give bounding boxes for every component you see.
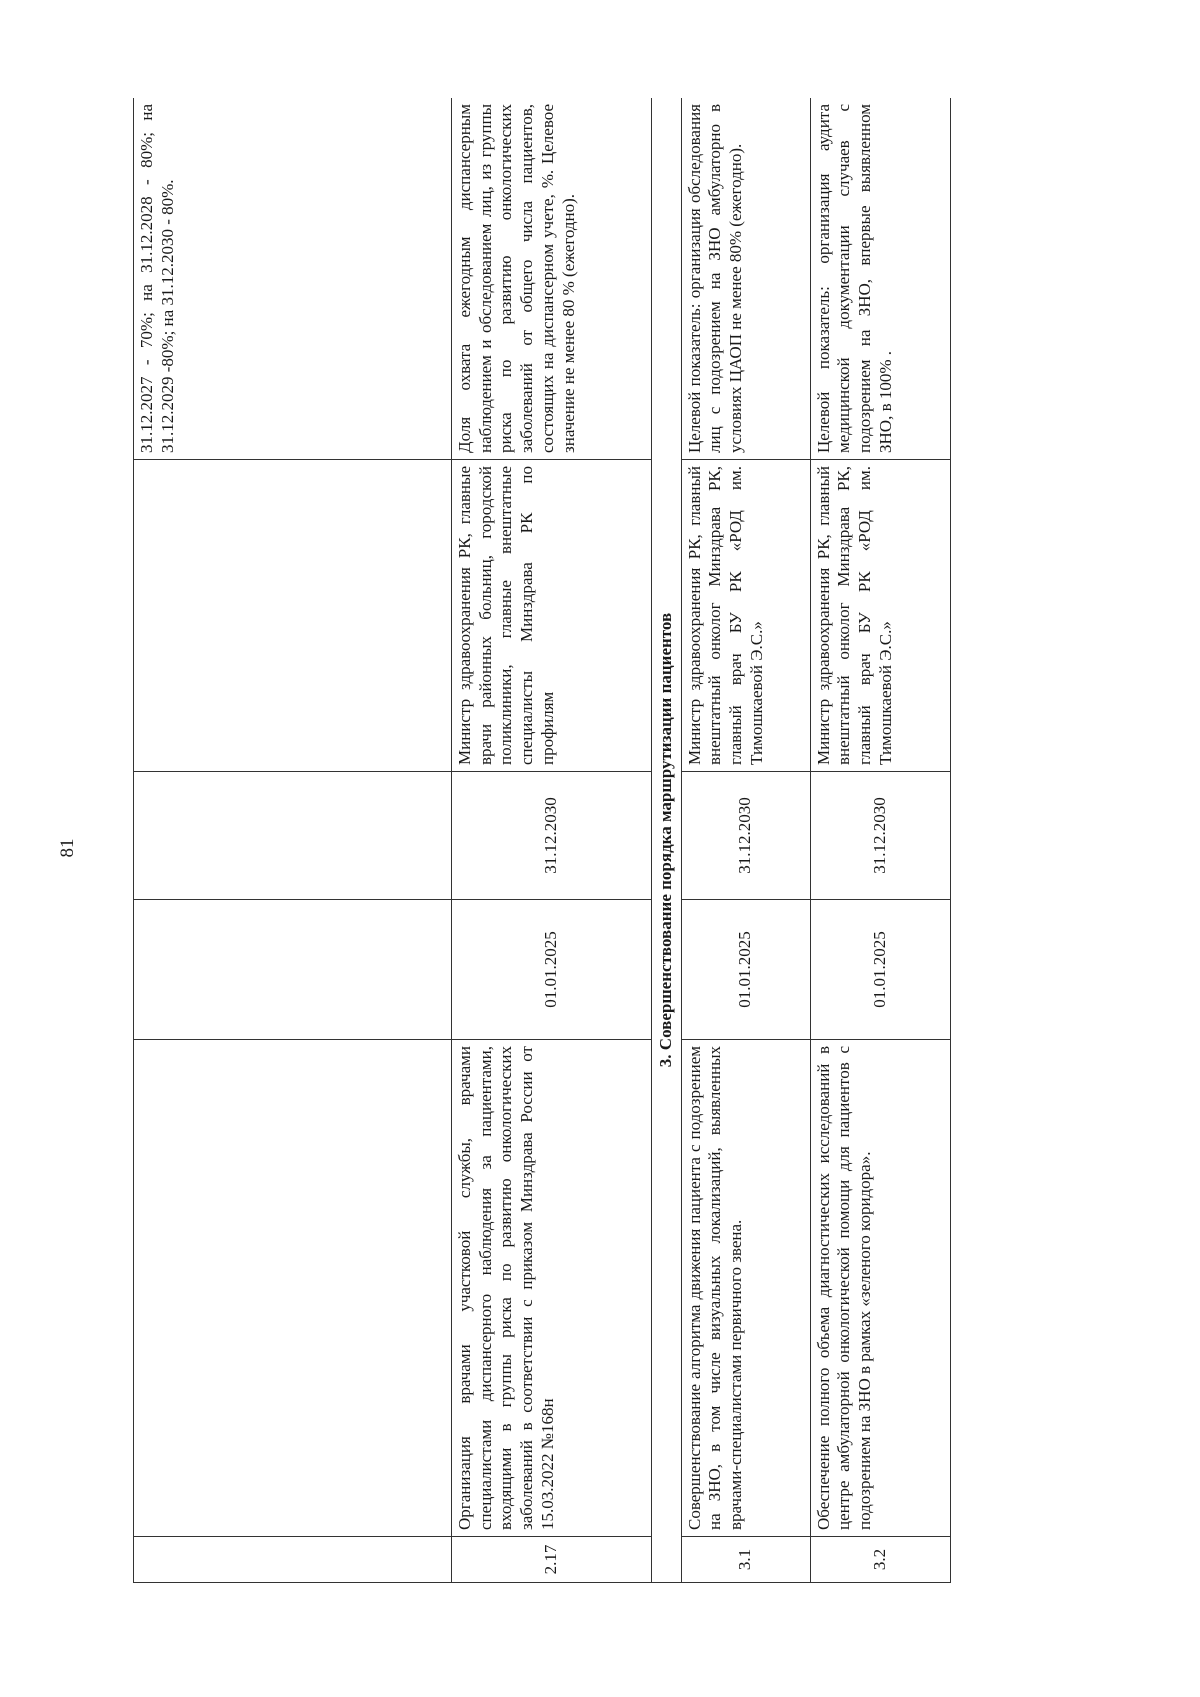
responsible-cell: Министр здравоохранения РК, главный внештатный онколог Минздрава РК, главный врач БУ РК «РОД им. Тимошкаевой Э.С.» bbox=[681, 460, 810, 772]
section-title: 3. Совершенствование порядка маршрутизации пациентов bbox=[652, 98, 682, 1583]
responsible-cell: Министр здравоохранения РК, главный внештатный онколог Минздрава РК, главный врач БУ РК «РОД им. Тимошкаевой Э.С.» bbox=[810, 460, 950, 772]
page-number: 81 bbox=[57, 838, 78, 858]
row-number: 3.1 bbox=[681, 1537, 810, 1583]
table-row bbox=[134, 98, 452, 1583]
row-number: 3.2 bbox=[810, 1537, 950, 1583]
responsible-cell: Министр здравоохранения РК, главные врачи районных больниц, городской поликлиники, главные внештатные специалисты Минздрава РК по профилям bbox=[452, 460, 652, 772]
end-date-cell: 31.12.2030 bbox=[810, 772, 950, 900]
end-date-cell: 31.12.2030 bbox=[681, 772, 810, 900]
table-row bbox=[810, 98, 950, 1583]
result-cell: Целевой показатель: организация обследования лиц с подозрением на ЗНО амбулаторно в условиях ЦАОП не менее 80% (ежегодно). bbox=[681, 98, 810, 460]
end-date-cell bbox=[134, 772, 452, 900]
rotated-table-frame bbox=[133, 98, 1051, 1583]
table-row bbox=[681, 98, 810, 1583]
row-number bbox=[134, 1537, 452, 1583]
activity-cell: Совершенствование алгоритма движения пациента с подозрением на ЗНО, в том числе визуальных локализаций, выявленных врачами-специалистами первичного звена. bbox=[681, 1040, 810, 1537]
activity-cell: Обеспечение полного объема диагностических исследований в центре амбулаторной онкологической помощи для пациентов с подозрением на ЗНО в рамках «зеленого коридора». bbox=[810, 1040, 950, 1537]
table-row bbox=[452, 98, 652, 1583]
responsible-cell bbox=[134, 460, 452, 772]
activity-cell bbox=[134, 1040, 452, 1537]
row-number: 2.17 bbox=[452, 1537, 652, 1583]
start-date-cell: 01.01.2025 bbox=[810, 900, 950, 1040]
start-date-cell: 01.01.2025 bbox=[452, 900, 652, 1040]
end-date-cell: 31.12.2030 bbox=[452, 772, 652, 900]
result-cell: Доля охвата ежегодным диспансерным наблюдением и обследованием лиц, из группы риска по развитию онкологических заболеваний от общего числа пациентов, состоящих на диспансерном учете, %. Целевое значение не менее 80 % (ежегодно). bbox=[452, 98, 652, 460]
start-date-cell bbox=[134, 900, 452, 1040]
activity-cell: Организация врачами участковой службы, врачами специалистами диспансерного наблюдения за пациентами, входящими в группы риска по развитию онкологических заболеваний в соответствии с приказом Минздрава России от 15.03.2022 №168н bbox=[452, 1040, 652, 1537]
result-cell: 31.12.2027 - 70%; на 31.12.2028 - 80%; на 31.12.2029 -80%; на 31.12.2030 - 80%. bbox=[134, 98, 452, 460]
result-cell: Целевой показатель: организация аудита медицинской документации случаев с подозрением на ЗНО, впервые выявленном ЗНО, в 100% . bbox=[810, 98, 950, 460]
rotated-table-content bbox=[133, 98, 1051, 1583]
section-header-row bbox=[652, 98, 682, 1583]
activities-table bbox=[133, 98, 951, 1583]
start-date-cell: 01.01.2025 bbox=[681, 900, 810, 1040]
